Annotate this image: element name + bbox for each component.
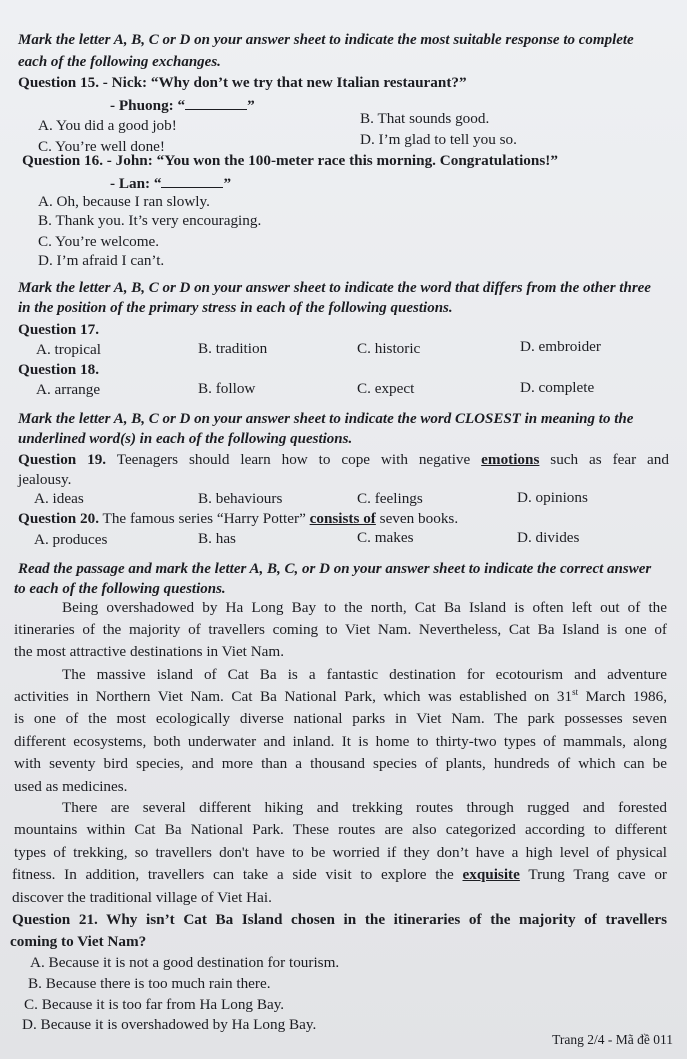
passage-p2-line3: is one of the most ecologically diverse national parks in Viet Nam. The park possesses seven: [14, 710, 667, 727]
question-18-option-a: A. arrange: [36, 381, 101, 398]
question-21-stem-line2: coming to Viet Nam?: [10, 933, 147, 950]
question-16-option-a: A. Oh, because I ran slowly.: [38, 193, 210, 210]
passage-p3-line1: There are several different hiking and trekking routes through rugged and forested: [62, 799, 667, 816]
question-17-label: Question 17.: [18, 321, 100, 338]
instruction-exchanges-line1: Mark the letter A, B, C or D on your answer sheet to indicate the most suitable response to complete: [18, 32, 634, 48]
question-18-option-d: D. complete: [520, 379, 595, 396]
question-20-option-b: B. has: [198, 530, 236, 547]
question-19-option-a: A. ideas: [34, 490, 84, 507]
passage-p2-line1: The massive island of Cat Ba is a fantastic destination for ecotourism and adventure: [62, 666, 667, 683]
question-21-option-b: B. Because there is too much rain there.: [28, 975, 271, 992]
passage-p1-line2: itineraries of the majority of travellers coming to Viet Nam. Nevertheless, Cat Ba Island is one of: [14, 621, 667, 638]
passage-p2-line2: activities in Northern Viet Nam. Cat Ba National Park, which was established on 31st March 1986,: [14, 686, 667, 705]
underlined-word: exquisite: [462, 866, 520, 883]
question-15-option-b: B. That sounds good.: [360, 110, 490, 127]
question-16-option-c: C. You’re welcome.: [38, 233, 160, 250]
question-19-stem: Question 19. Teenagers should learn how to cope with negative emotions such as fear and: [18, 451, 669, 468]
question-17-option-c: C. historic: [357, 340, 421, 357]
question-20-option-c: C. makes: [357, 529, 414, 546]
question-16-option-b: B. Thank you. It’s very encouraging.: [38, 212, 262, 229]
instruction-exchanges-line2: each of the following exchanges.: [18, 54, 221, 70]
question-16-option-d: D. I’m afraid I can’t.: [38, 252, 165, 269]
question-19-option-c: C. feelings: [357, 490, 423, 507]
instruction-closest-line2: underlined word(s) in each of the following questions.: [18, 431, 353, 447]
passage-p1-line3: the most attractive destinations in Viet Nam.: [14, 643, 285, 660]
page-footer: Trang 2/4 - Mã đề 011: [552, 1032, 673, 1047]
question-19-option-d: D. opinions: [517, 489, 588, 506]
passage-p2-line5: with seventy bird species, and more than a thousand species of plants, hundreds of which can be: [14, 755, 667, 772]
question-15-option-d: D. I’m glad to tell you so.: [360, 131, 517, 148]
passage-p3-line4: fitness. In addition, travellers can take a side visit to explore the exquisite Trung Trang cave or: [12, 866, 667, 883]
passage-p3-line5: discover the traditional village of Viet Hai.: [12, 889, 272, 906]
question-16-stem: Question 16. - John: “You won the 100-meter race this morning. Congratulations!”: [22, 152, 558, 169]
instruction-stress-line2: in the position of the primary stress in each of the following questions.: [18, 300, 453, 316]
underlined-word: consists of: [309, 510, 376, 527]
instruction-reading-line1: Read the passage and mark the letter A, B, C, or D on your answer sheet to indicate the correct answer: [18, 561, 652, 577]
question-18-option-b: B. follow: [198, 380, 256, 397]
question-20-option-d: D. divides: [517, 529, 580, 546]
instruction-reading-line2: to each of the following questions.: [14, 581, 226, 597]
question-18-label: Question 18.: [18, 361, 100, 378]
question-15-reply: - Phuong: “ ”: [110, 97, 255, 114]
answer-blank: [185, 96, 247, 110]
question-17-option-b: B. tradition: [198, 340, 268, 357]
answer-blank: [161, 174, 223, 188]
question-17-option-a: A. tropical: [36, 341, 101, 358]
passage-p3-line2: mountains within Cat Ba National Park. These routes are also categorized according to different: [14, 821, 667, 838]
question-19-option-b: B. behaviours: [198, 490, 283, 507]
passage-p3-line3: types of trekking, so travellers don't have to be worried if they don’t have a high level of physical: [14, 844, 667, 861]
question-15-option-a: A. You did a good job!: [38, 117, 177, 134]
question-15-stem: Question 15. - Nick: “Why don’t we try that new Italian restaurant?”: [18, 74, 467, 91]
question-21-option-c: C. Because it is too far from Ha Long Bay.: [24, 996, 285, 1013]
question-21-stem-line1: Question 21. Why isn’t Cat Ba Island chosen in the itineraries of the majority of travellers: [12, 911, 667, 928]
passage-p2-line6: used as medicines.: [14, 778, 128, 795]
passage-p1-line1: Being overshadowed by Ha Long Bay to the north, Cat Ba Island is often left out of the: [62, 599, 667, 616]
passage-p2-line4: different ecosystems, both underwater and inland. It is home to thirty-two types of mammals, along: [14, 733, 667, 750]
instruction-stress-line1: Mark the letter A, B, C or D on your answer sheet to indicate the word that differs from the other three: [18, 280, 651, 296]
question-20-stem: Question 20. The famous series “Harry Potter” consists of seven books.: [18, 510, 459, 527]
question-19-stem-line2: jealousy.: [18, 471, 72, 488]
instruction-closest-line1: Mark the letter A, B, C or D on your answer sheet to indicate the word CLOSEST in meaning to the: [18, 411, 634, 427]
question-18-option-c: C. expect: [357, 380, 415, 397]
question-20-option-a: A. produces: [34, 531, 108, 548]
question-21-option-a: A. Because it is not a good destination for tourism.: [30, 954, 340, 971]
question-15-option-c: C. You’re well done!: [38, 138, 165, 155]
question-17-option-d: D. embroider: [520, 338, 601, 355]
question-16-reply: - Lan: “ ”: [110, 175, 232, 192]
question-21-option-d: D. Because it is overshadowed by Ha Long Bay.: [22, 1016, 317, 1033]
underlined-word: emotions: [481, 451, 540, 468]
